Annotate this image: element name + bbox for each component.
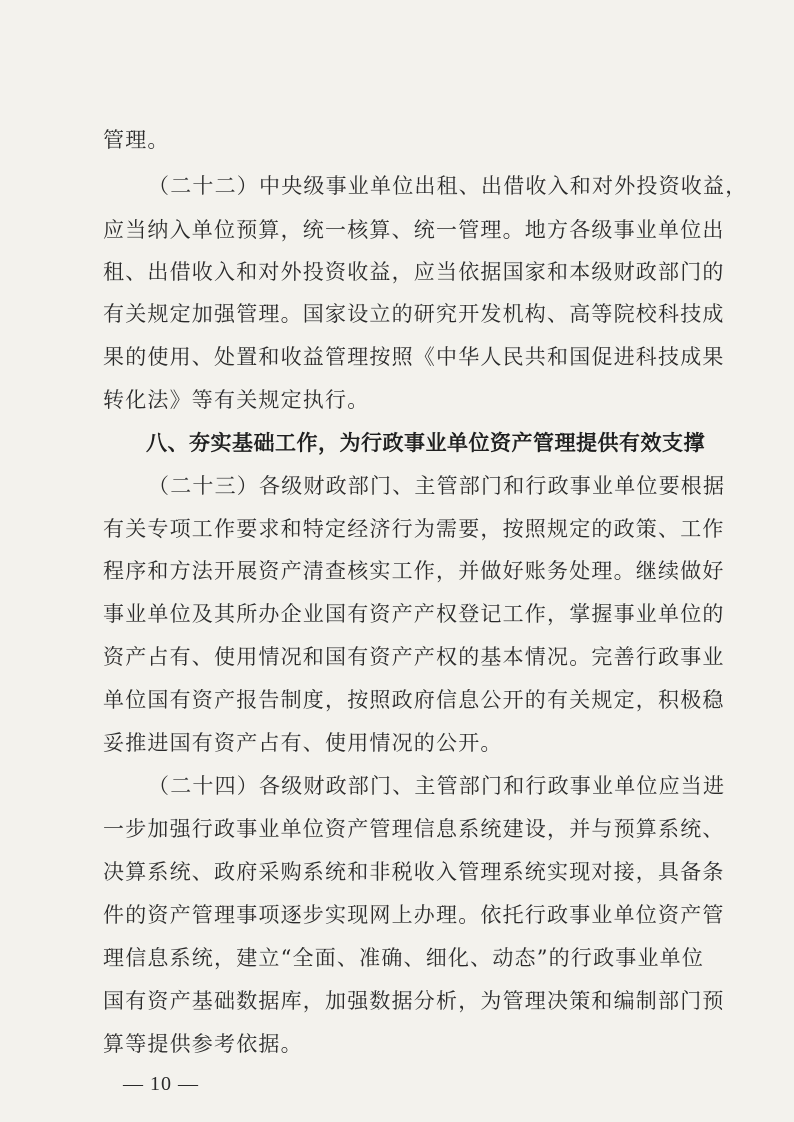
text-line: 有关规定加强管理。国家设立的研究开发机构、高等院校科技成 — [103, 302, 725, 326]
text-line: 单位国有资产报告制度，按照政府信息公开的有关规定，积极稳 — [103, 688, 725, 712]
text-line: 妥推进国有资产占有、使用情况的公开。 — [103, 731, 503, 755]
text-line: 一步加强行政事业单位资产管理信息系统建设，并与预算系统、 — [103, 817, 725, 841]
text-line: 决算系统、政府采购系统和非税收入管理系统实现对接，具备条 — [103, 860, 725, 884]
text-line: 件的资产管理事项逐步实现网上办理。依托行政事业单位资产管 — [103, 903, 725, 927]
text-line: 算等提供参考依据。 — [103, 1032, 303, 1056]
text-line: 有关专项工作要求和特定经济行为需要，按照规定的政策、工作 — [103, 517, 725, 541]
text-line: 资产占有、使用情况和国有资产产权的基本情况。完善行政事业 — [103, 645, 725, 669]
text-line: 应当纳入单位预算，统一核算、统一管理。地方各级事业单位出 — [103, 218, 725, 242]
section-heading: 八、夯实基础工作，为行政事业单位资产管理提供有效支撑 — [146, 431, 705, 455]
paragraph-23-start: （二十三）各级财政部门、主管部门和行政事业单位要根据 — [148, 474, 726, 498]
text-line: 转化法》等有关规定执行。 — [103, 388, 370, 412]
page-number: — 10 — — [123, 1073, 199, 1095]
paragraph-22-start: （二十二）中央级事业单位出租、出借收入和对外投资收益， — [148, 174, 748, 198]
text-line: 理信息系统，建立“全面、准确、细化、动态”的行政事业单位 — [103, 946, 705, 970]
text-line: 国有资产基础数据库，加强数据分析，为管理决策和编制部门预 — [103, 989, 725, 1013]
text-line: 程序和方法开展资产清查核实工作，并做好账务处理。继续做好 — [103, 559, 725, 583]
text-line: 租、出借收入和对外投资收益，应当依据国家和本级财政部门的 — [103, 260, 725, 284]
paragraph-24-start: （二十四）各级财政部门、主管部门和行政事业单位应当进 — [148, 774, 726, 798]
text-line: 事业单位及其所办企业国有资产产权登记工作，掌握事业单位的 — [103, 602, 725, 626]
text-line: 管理。 — [103, 128, 170, 152]
text-line: 果的使用、处置和收益管理按照《中华人民共和国促进科技成果 — [103, 345, 725, 369]
